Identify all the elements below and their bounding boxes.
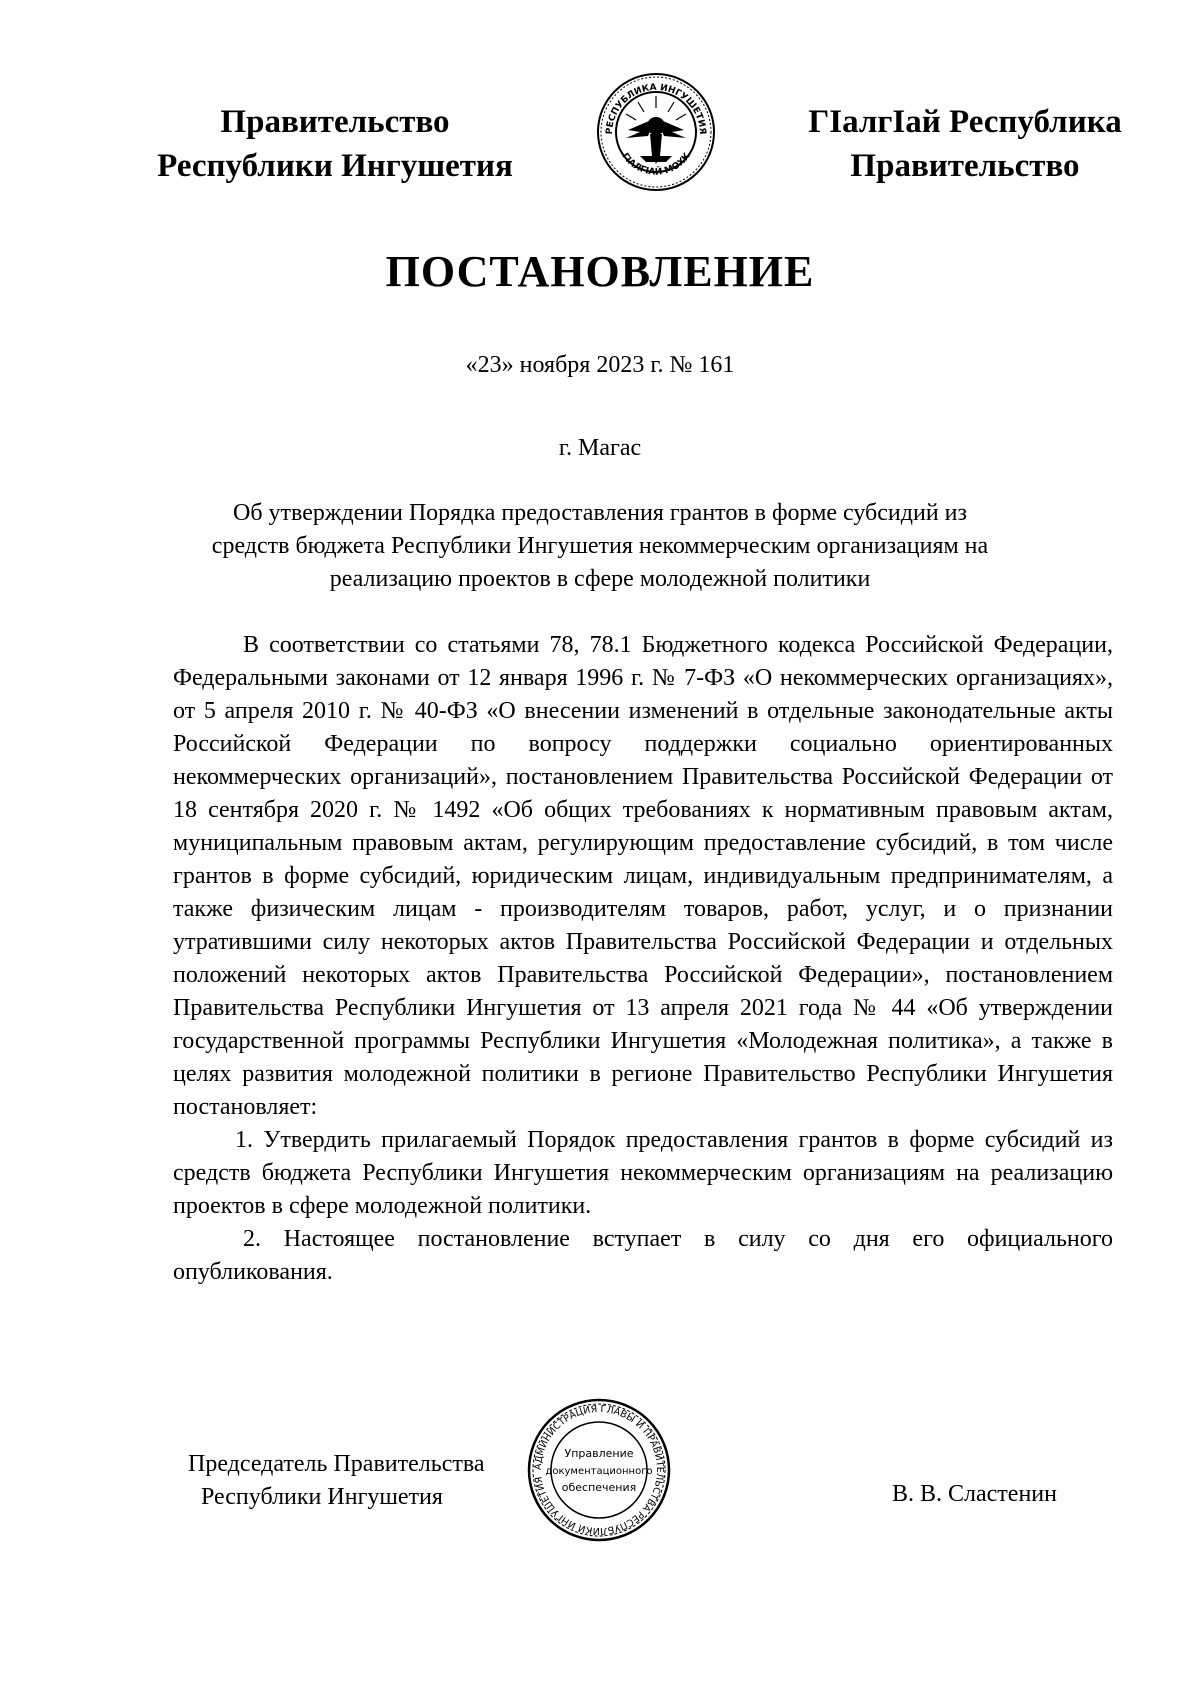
header-right-line-1: ГIалгIай Республика (808, 104, 1122, 140)
stamp-ring-text: АДМИНИСТРАЦИЯ ГЛАВЫ И ПРАВИТЕЛЬСТВА РЕСПУБЛИКИ ИНГУШЕТИЯ (532, 1403, 666, 1537)
document-title: ПОСТАНОВЛЕНИЕ (385, 247, 815, 296)
emblem-bottom-text: ГIАЛГIАЙ МОХК (619, 151, 693, 178)
document-place: г. Магас (558, 435, 642, 461)
coat-of-arms-icon (590, 68, 722, 196)
body-preamble: В соответствии со статьями 78, 78.1 Бюджетного кодекса Российской Федерации, Федеральными законами от 12 января 1996 г. № 7-ФЗ «О некоммерческих организациях», от 5 апреля 2010 г. № 40-ФЗ «О внесении изменений в отдельные законодательные акты Российской Федерации по вопросу поддержки социально ориентированных некоммерческих организаций», постановлением Правительства Российской Федерации от 18 сентября 2020 г. № 1492 «Об общих требованиях к нормативным правовым актам, муниципальным правовым актам, регулирующим предоставление субсидий, в том числе грантов в форме субсидий, юридическим лицам, индивидуальным предпринимателям, а также физическим лицам - производителям товаров, работ, услуг, и о признании утратившими силу некоторых актов Правительства Российской Федерации и отдельных положений некоторых актов Правительства Российской Федерации», постановлением Правительства Республики Ингушетия от 13 апреля 2021 года № 44 «Об утверждении государственной программы Республики Ингушетия «Молодежная политика», а также в целях развития молодежной политики в регионе Правительство Республики Ингушетия постановляет: (173, 632, 1113, 1120)
header-right (770, 100, 1160, 188)
document-date-number: «23» ноября 2023 г. № 161 (465, 352, 735, 378)
subject-line-1: Об утверждении Порядка предоставления грантов в форме субсидий из (233, 500, 967, 526)
subject-line-2: средств бюджета Республики Ингушетия некоммерческим организациям на (211, 533, 989, 559)
signatory-position-line-2: Республики Ингушетия (201, 1484, 443, 1510)
header-left-line-2: Республики Ингушетия (157, 148, 513, 184)
emblem-top-text: РЕСПУБЛИКА ИНГУШЕТИЯ (604, 82, 708, 135)
document-subject (170, 497, 1030, 596)
header-left (120, 100, 550, 188)
official-stamp-icon (524, 1395, 674, 1545)
body-item-2: 2. Настоящее постановление вступает в силу со дня его официального опубликования. (173, 1226, 1113, 1285)
header-right-line-2: Правительство (850, 148, 1080, 184)
stamp-center-line-1: Управление (564, 1447, 634, 1460)
stamp-center-line-2: документационного (545, 1466, 653, 1477)
signatory-position (188, 1448, 485, 1514)
subject-line-3: реализацию проектов в сфере молодежной политики (329, 566, 871, 592)
header-left-line-1: Правительство (220, 104, 450, 140)
body-item-1: 1. Утвердить прилагаемый Порядок предоставления грантов в форме субсидий из средств бюджета Республики Ингушетия некоммерческим организациям на реализацию проектов в сфере молодежной политики. (173, 1127, 1113, 1219)
stamp-center-line-3: обеспечения (561, 1481, 637, 1494)
signatory-position-line-1: Председатель Правительства (188, 1451, 485, 1477)
signatory-name: В. В. Сластенин (892, 1481, 1057, 1507)
document-body (173, 629, 1113, 1289)
